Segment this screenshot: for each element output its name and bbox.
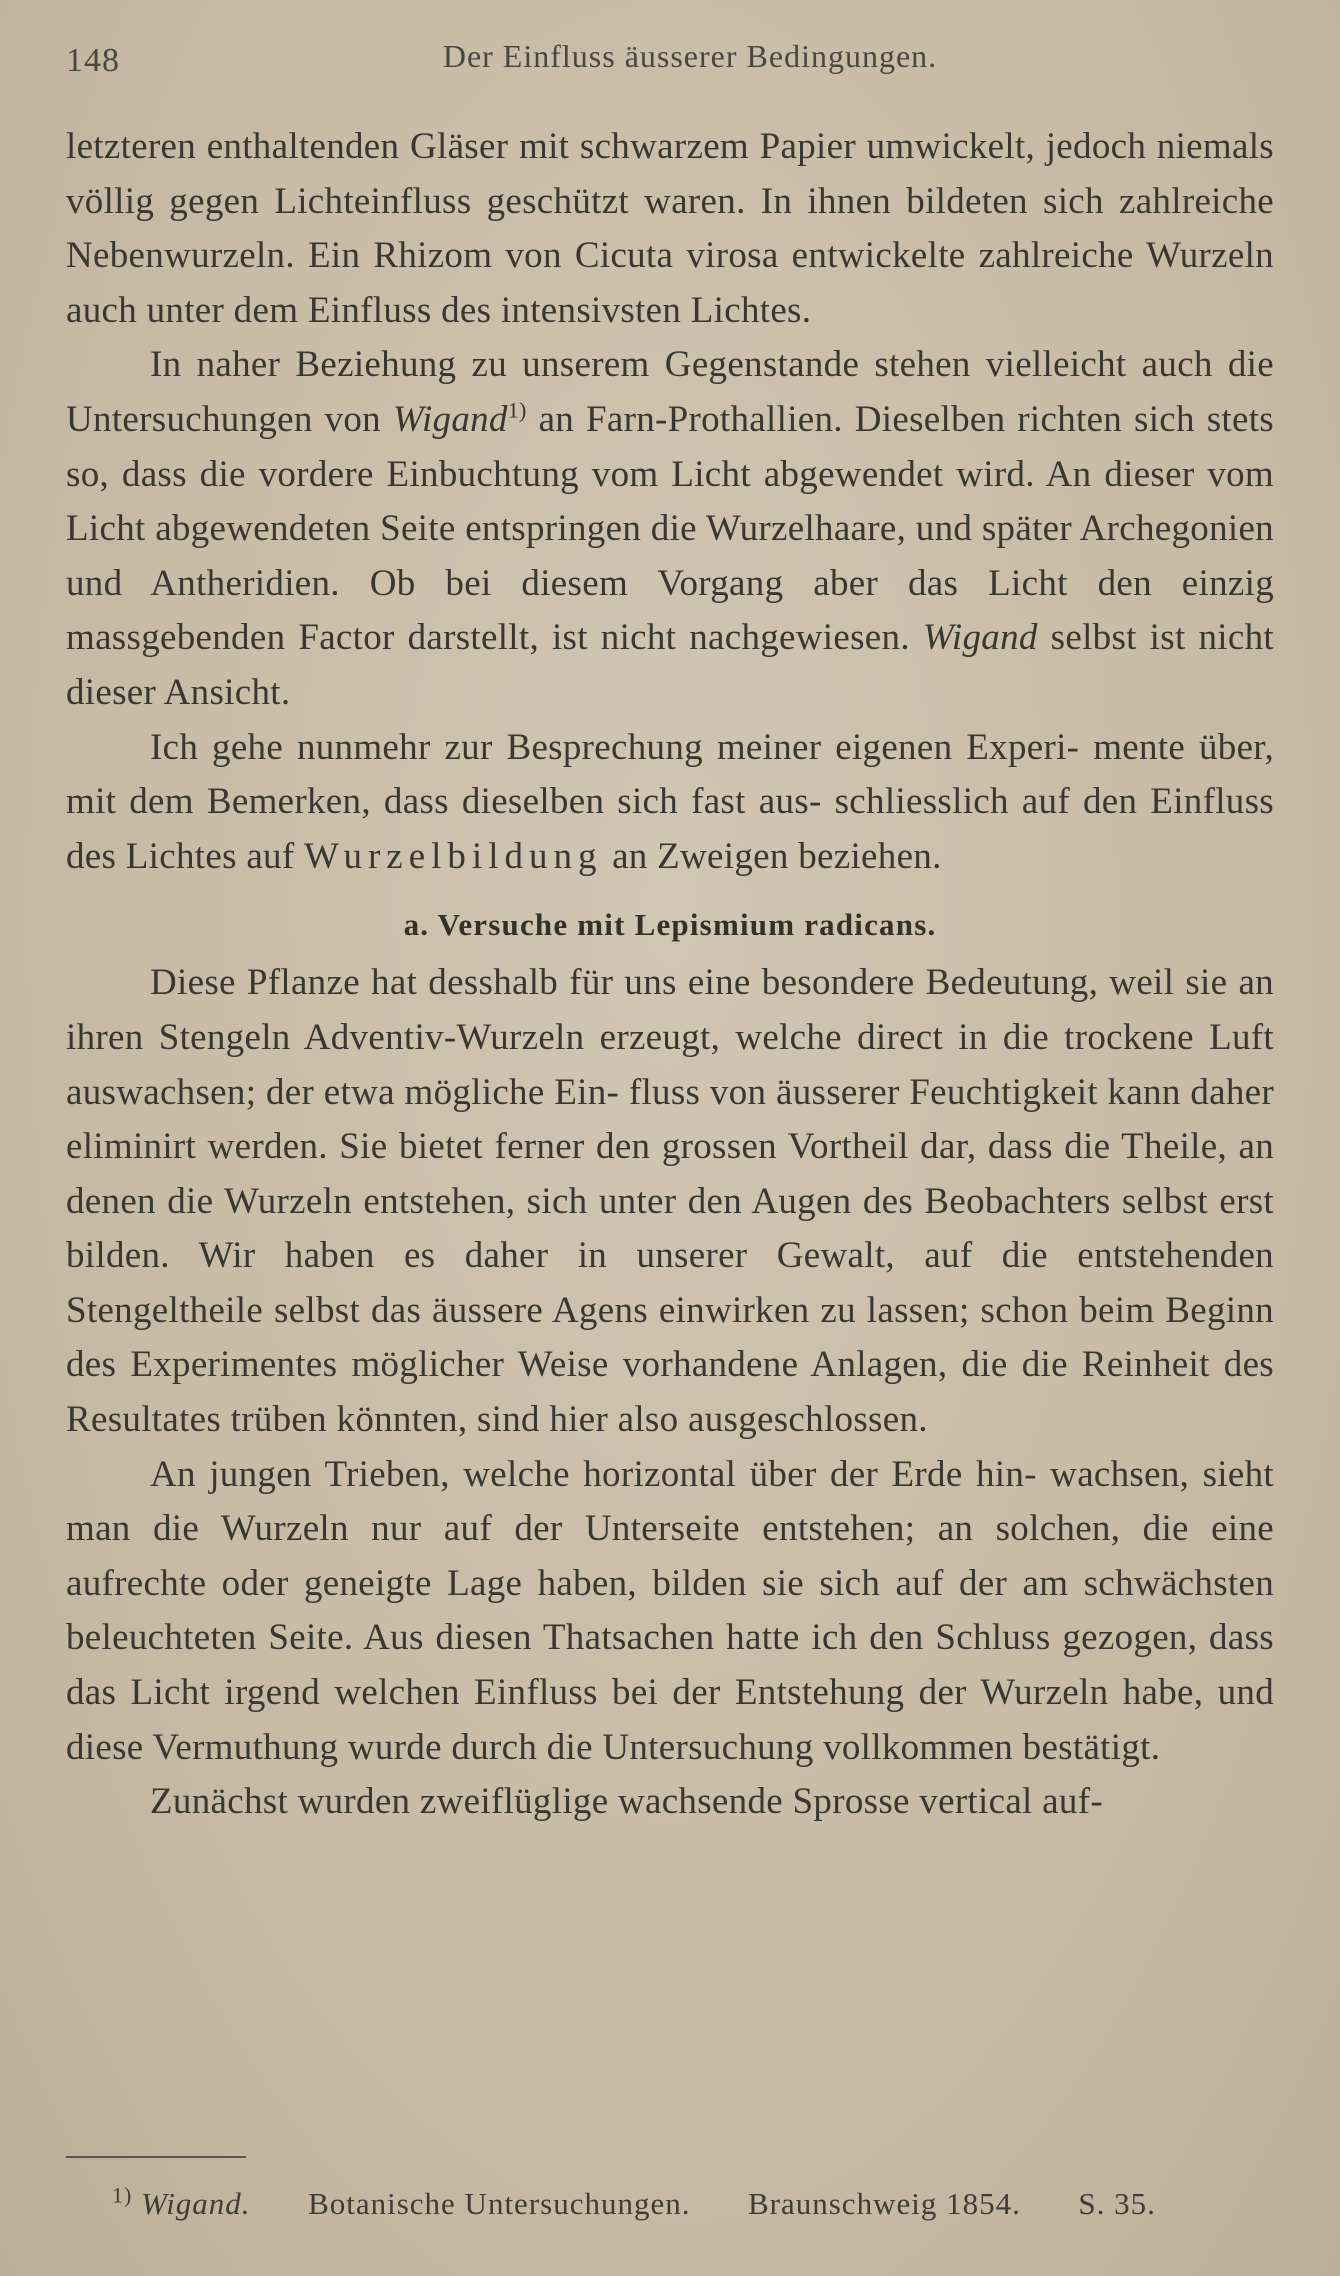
author-name-wigand: Wigand [922,617,1038,659]
text-line: könnten, sind hier also ausgeschlossen. [336,1399,928,1441]
text-line: fluss von äusserer Feuchtigkeit kann daher eliminirt werden. Sie [66,1071,1274,1168]
text-line: zu lassen; schon beim Beginn des Experimentes möglicher Weise [66,1289,1274,1386]
paragraph-4 [66,956,1274,1447]
text-line: vorhandene Anlagen, die die Reinheit des Resultates trüben [66,1344,1274,1441]
running-title: Der Einfluss äusserer Bedingungen. [442,38,938,74]
footnote-page: S. 35. [1078,2186,1156,2221]
text-line: selbst ist nicht dieser Ansicht. [66,617,1274,713]
text-line: Ich gehe nunmehr zur Besprechung meiner eigenen Experi- [150,726,1080,768]
text-line: Thatsachen hatte ich den Schluss gezogen, dass das Licht irgend [66,1617,1274,1714]
text-line: Zunächst wurden zweiflüglige wachsende Sprosse vertical auf- [150,1781,1103,1823]
text-line: die entstehenden Stengeltheile selbst das äussere Agens einwirken [66,1235,1274,1331]
text-line: In naher Beziehung zu unserem Gegenstande stehen vielleicht [150,344,1127,386]
text-line: mente über, mit dem Bemerken, dass dieselben sich fast aus- [66,726,1274,823]
text-line: sie sich auf der am schwächsten beleuchteten Seite. Aus diesen [66,1562,1274,1659]
text-line: auch die Untersuchungen von [66,344,1274,440]
paragraph-1 [66,120,1274,338]
text-line: weil sie an ihren Stengeln Adventiv-Wurzeln erzeugt, welche [66,962,1274,1058]
text-line: ihnen bildeten sich zahlreiche Nebenwurzeln. Ein Rhizom von [66,180,1274,277]
text-line: Cicuta virosa entwickelte zahlreiche Wurzeln auch unter dem [66,235,1274,331]
text-line: Einfluss des intensivsten Lichtes. [307,289,812,331]
section-heading: a. Versuche mit Lepismium radicans. [403,907,937,943]
text-line: selbst erst bilden. Wir haben es daher in unserer Gewalt, auf [66,1180,1274,1277]
text-line: an Zweigen beziehen. [612,835,942,877]
paragraph-5 [66,1448,1274,1776]
author-name-wigand: Wigand [392,398,508,440]
footnote-rule [66,2156,246,2158]
footnote-ref: 1) [507,397,527,423]
running-head [66,38,1274,88]
text-line: Antheridien. Ob bei diesem Vorgang aber das Licht den einzig [150,562,1274,604]
footnote [112,2182,1274,2226]
text-line: an solchen, die eine aufrechte oder geneigte Lage haben, bilden [66,1508,1274,1604]
text-line: an Farn-Prothallien. [538,398,843,440]
text-line: schliesslich auf den Einfluss des Lichtes auf [66,781,1274,877]
text-line: wachsen, sieht man die Wurzeln nur auf der Unterseite entstehen; [66,1453,1274,1550]
body-text [66,120,1274,1830]
footnote-author: Wigand. [141,2186,251,2221]
footnote-marker: 1) [112,2182,133,2208]
text-line: Diese Pflanze hat desshalb für uns eine besondere Bedeutung, [150,962,1099,1004]
footnote-place-year: Braunschweig 1854. [747,2186,1021,2221]
text-line: direct in die trockene Luft auswachsen; der etwa mögliche Ein- [66,1016,1274,1113]
text-line: letzteren enthaltenden Gläser mit schwarzem Papier umwickelt, [66,126,1036,167]
text-line: Vermuthung wurde durch die Untersuchung vollkommen bestätigt. [152,1726,1161,1768]
text-line: Seite entspringen die Wurzelhaare, und später Archegonien und [66,508,1274,604]
page-number: 148 [66,42,120,79]
text-line: die Wurzeln entstehen, sich unter den Augen des Beobachters [167,1180,1111,1222]
footnote-title: Botanische Untersuchungen. [308,2186,691,2221]
text-line: massgebenden Factor darstellt, ist nicht nachgewiesen. [66,617,910,659]
text-line: jedoch niemals völlig gegen Lichteinfluss geschützt waren. In [66,126,1274,222]
paragraph-6 [66,1775,1274,1830]
paragraph-3 [66,721,1274,885]
text-line: welchen Einfluss bei der Entstehung der Wurzeln habe, und diese [66,1672,1274,1768]
text-line: An jungen Trieben, welche horizontal über der Erde hin- [150,1453,1037,1495]
text-line: vom Licht abgewendet wird. An dieser vom Licht abgewendeten [66,453,1274,550]
emphasis-spaced: Wurzelbildung [304,835,603,877]
text-line: Dieselben richten sich stets so, dass die vordere Einbuchtung [66,398,1274,495]
text-line: bietet ferner den grossen Vortheil dar, dass die Theile, an denen [66,1126,1275,1222]
paragraph-2 [66,338,1274,720]
